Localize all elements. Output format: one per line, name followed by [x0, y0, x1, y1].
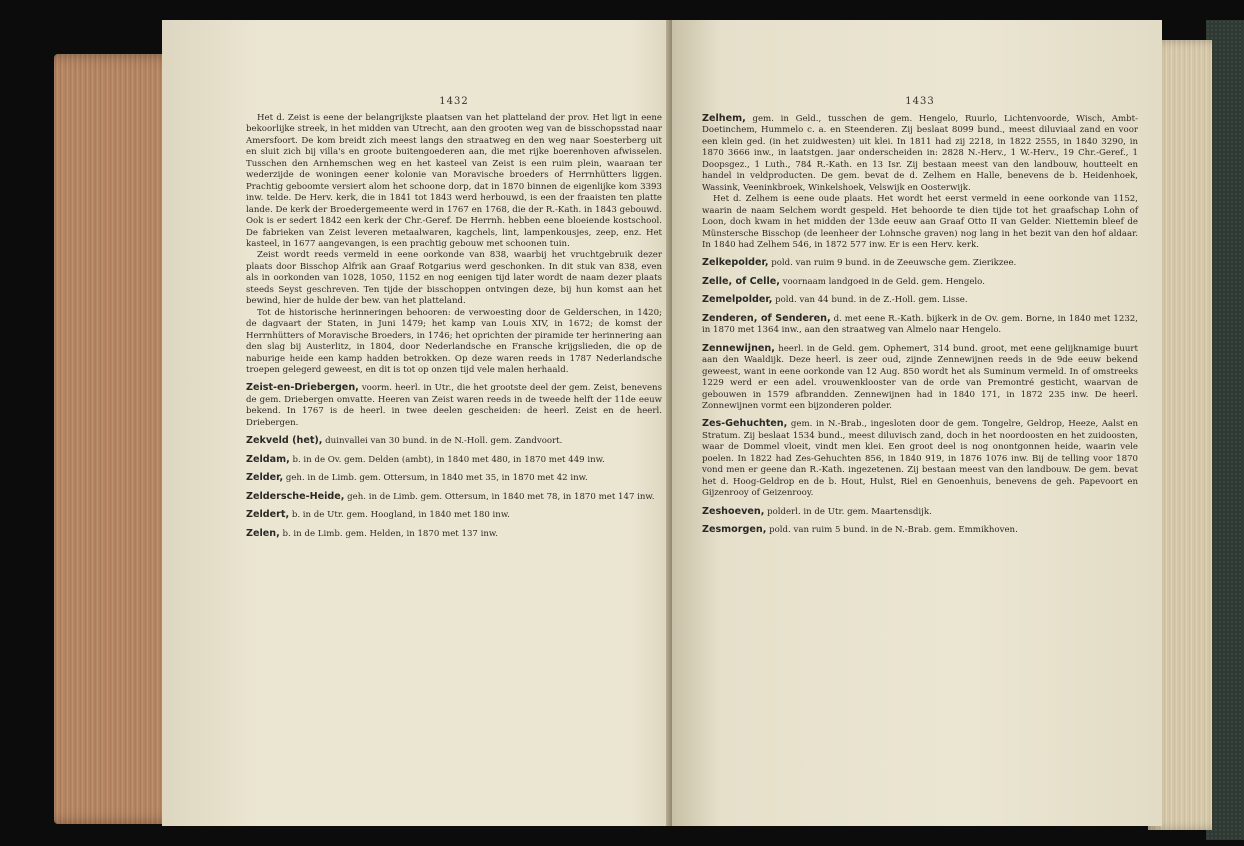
dictionary-entry	[246, 382, 662, 429]
dictionary-entry	[702, 257, 1138, 269]
entry-headword: Zelen,	[246, 527, 280, 539]
entry-headword: Zenderen, of Senderen,	[702, 312, 831, 324]
dictionary-entry	[702, 294, 1138, 306]
dictionary-entry	[246, 472, 662, 484]
entry-text: pold. van ruim 9 bund. in de Zeeuwsche gem. Zierikzee.	[771, 258, 1017, 269]
entry-headword: Zesmorgen,	[702, 524, 767, 536]
entry-headword: Zeldersche-Heide,	[246, 490, 345, 502]
dictionary-entry	[246, 509, 662, 521]
entry-text: b. in de Utr. gem. Hoogland, in 1840 met 180 inw.	[291, 510, 510, 521]
dictionary-entry	[702, 506, 1138, 518]
left-page-text	[246, 113, 662, 540]
entry-headword: Zelle, of Celle,	[702, 275, 780, 287]
entry-text: geh. in de Limb. gem. Ottersum, in 1840 met 78, in 1870 met 147 inw.	[347, 491, 655, 502]
entry-text: voorm. heerl. in Utr., die het grootste deel der gem. Zeist, benevens de gem. Driebergen omvatte. Heeren van Zeist waren reeds in de tweede helft der 11de eeuw bekend. In 1767 is de heerl. in twee deelen gescheiden: de heerl. Zeist en de heerl. Driebergen.	[246, 383, 662, 428]
entry-text: d. met eene R.-Kath. bijkerk in de Ov. gem. Borne, in 1840 met 1232, in 1870 met 1364 inw., aan den straatweg van Almelo naar Hengelo.	[702, 313, 1138, 336]
dictionary-entry	[702, 524, 1138, 536]
right-page	[672, 20, 1162, 826]
entry-text: duinvallei van 30 bund. in de N.-Holl. gem. Zandvoort.	[325, 436, 563, 447]
page-number: 1432	[439, 96, 469, 107]
entry-headword: Zeist-en-Driebergen,	[246, 382, 359, 394]
paragraph: Zeist wordt reeds vermeld in eene oorkonde van 838, waarbij het vruchtgebruik dezer plaats door Bisschop Alfrik aan Graaf Rotgarius werd geschonken. In dit stuk van 838, even als in oorkonden van 1028, 1050, 1152 en nog eenigen tijd later wordt de naam dezer plaats steeds Seyst geschreven. Ten tijde der bisschoppen ontvingen deze, bij hun komst aan het bewind, hier de hulde der bew. van het platteland.	[246, 250, 662, 307]
page-number: 1433	[905, 96, 935, 107]
dictionary-entry	[246, 454, 662, 466]
left-page	[162, 20, 706, 826]
paragraph: Het d. Zeist is eene der belangrijkste plaatsen van het platteland der prov. Het ligt in eene bekoorlijke streek, in het midden van Utrecht, aan den grooten weg van de bisschopsstad naar Amersfoort. De kom breidt zich meest langs den straatweg en den weg naar Soesterberg uit en sluit zich bij villa's en groote buitengoederen aan, die met rijke boerenhoven afwisselen. Tusschen den Arnhemschen weg en het kasteel van Zeist is een ruim plein, waaraan ter wederzijde de woningen eener kolonie van Moravische broeders of Herrnhütters liggen. Prachtig geboomte versiert alom het schoone dorp, dat in 1870 binnen de eigenlijke kom 3393 inw. telde. De Herv. kerk, die in 1841 tot 1843 werd herbouwd, is een der fraaisten ten platte lande. De kerk der Broedergemeente werd in 1767 en 1768, die der R.-Kath. in 1843 gebouwd. Ook is er sedert 1842 een kerk der Chr.-Geref. De Herrnh. hebben eene bloeiende kostschool. De fabrieken van Zeist leveren metaalwaren, kagchels, lint, lampenkousjes, zeep, enz. Het kasteel, in 1677 aangevangen, is een prachtig gebouw met schoonen tuin.	[246, 113, 662, 249]
dictionary-entry	[702, 313, 1138, 337]
entry-headword: Zelder,	[246, 472, 284, 484]
entry-headword: Zennewijnen,	[702, 342, 775, 354]
entry-headword: Zelhem,	[702, 113, 746, 124]
entry-text: voornaam landgoed in de Geld. gem. Hengelo.	[782, 276, 985, 287]
entry-text: pold. van 44 bund. in de Z.-Holl. gem. Lisse.	[775, 295, 968, 306]
paragraph: Tot de historische herinneringen behooren: de verwoesting door de Gelderschen, in 1420; de dagvaart der Staten, in Juni 1479; het kamp van Louis XIV, in 1672; de komst der Herrnhütters of Moravische Broeders, in 1746; het oprichten der piramide ter herinnering aan den slag bij Austerlitz, in 1804, door Nederlandsche en Fransche krijgslieden, die op de naburige heide een kamp hadden betrokken. Op deze waren reeds in 1787 Nederlandsche troepen gelegerd geweest, en dit is tot op onzen tijd vele malen herhaald.	[246, 307, 662, 375]
entry-headword: Zeldam,	[246, 453, 290, 465]
paragraph: Het d. Zelhem is eene oude plaats. Het wordt het eerst vermeld in eene oorkonde van 1152, waarin de naam Selchem wordt gespeld. Het behoorde te dien tijde tot het graafschap Lohn of Loon, doch kwam in het midden der 13de eeuw aan Graaf Otto II van Gelder. Niettemin bleef de Münstersche Bisschop (de leenheer der Lohnsche graven) nog lang in het bezit van den hof aldaar. In 1840 had Zelhem 546, in 1872 577 inw. Er is een Herv. kerk.	[702, 194, 1138, 250]
entry-text: b. in de Ov. gem. Delden (ambt), in 1840 met 480, in 1870 met 449 inw.	[292, 454, 605, 465]
dictionary-entry	[246, 435, 662, 447]
dictionary-entry	[702, 276, 1138, 288]
entry-text: heerl. in de Geld. gem. Ophemert, 314 bund. groot, met eene gelijknamige buurt aan den Waaldijk. Deze heerl. is zeer oud, zijnde Zennewijnen reeds in de 9de eeuw bekend geweest, want in eene oorkonde van 12 Aug. 850 wordt het als Suminum vermeld. In of omstreeks 1229 werd er een adel. vrouwenklooster van de orde van Premontré gesticht, waarvan de gebouwen in 1579 afbrandden. Zennewijnen had in 1840 171, in 1872 235 inw. De heerl. Zonnewijnen vormt een bijzonderen polder.	[702, 343, 1138, 411]
dictionary-entry	[246, 528, 662, 540]
entry-text: polderl. in de Utr. gem. Maartensdijk.	[767, 506, 932, 517]
entry-text: pold. van ruim 5 bund. in de N.-Brab. gem. Emmikhoven.	[769, 525, 1018, 536]
entry-headword: Zemelpolder,	[702, 294, 773, 306]
entry-text: b. in de Limb. gem. Helden, in 1870 met 137 inw.	[282, 528, 498, 539]
entry-text: gem. in N.-Brab., ingesloten door de gem. Tongelre, Geldrop, Heeze, Aalst en Stratum. Zij beslaat 1534 bund., meest diluvisch zand, doch in het noordoosten en het zuidoosten, waar de Dommel vloeit, vindt men klei. Een groot deel is nog onontgonnen heide, waarin vele poelen. In 1822 had Zes-Gehuchten 856, in 1840 919, in 1876 1076 inw. Bij de telling voor 1870 vond men er geene dan R.-Kath. ingezetenen. Zij bestaan meest van den landbouw. De gem. bevat het d. Hoog-Geldrop en de b. Hout, Hulst, Riel en Genoenhuis, benevens de geh. Papevoort en Gijzenrooy of Geizenrooy.	[702, 419, 1138, 499]
dictionary-entry	[702, 343, 1138, 413]
dictionary-entry	[246, 491, 662, 503]
entry-text: gem. in Geld., tusschen de gem. Hengelo, Ruurlo, Lichtenvoorde, Wisch, Ambt-Doetinchem, Hummelo c. a. en Steenderen. Zij beslaat 8099 bund., meest diluviaal zand en voor een klein ged. (in het zuidwesten) uit klei. In 1811 had zij 2218, in 1822 2555, in 1840 3290, in 1870 3666 inw., in laatstgen. jaar onderscheiden in: 2828 N.-Herv., 1 W.-Herv., 19 Chr.-Geref., 1 Doopsgez., 1 Luth., 784 R.-Kath. en 13 Isr. Zij bestaan meest van den landbouw, houtteelt en handel in veldproducten. De gem. bevat de d. Zelhem en Halle, benevens de b. Heidenhoek, Wassink, Veeninkbroek, Winkelshoek, Velswijk en Oosterwijk.	[702, 114, 1138, 193]
entry-headword: Zekveld (het),	[246, 435, 323, 447]
dictionary-entry	[702, 418, 1138, 499]
entry-headword: Zeldert,	[246, 509, 290, 521]
entry-headword: Zes-Gehuchten,	[702, 418, 788, 430]
right-page-text	[702, 113, 1138, 537]
entry-headword: Zelkepolder,	[702, 257, 769, 269]
entry-headword: Zeshoeven,	[702, 505, 765, 517]
dictionary-entry	[702, 113, 1138, 194]
entry-text: geh. in de Limb. gem. Ottersum, in 1840 met 35, in 1870 met 42 inw.	[285, 473, 588, 484]
book	[40, 14, 1200, 836]
